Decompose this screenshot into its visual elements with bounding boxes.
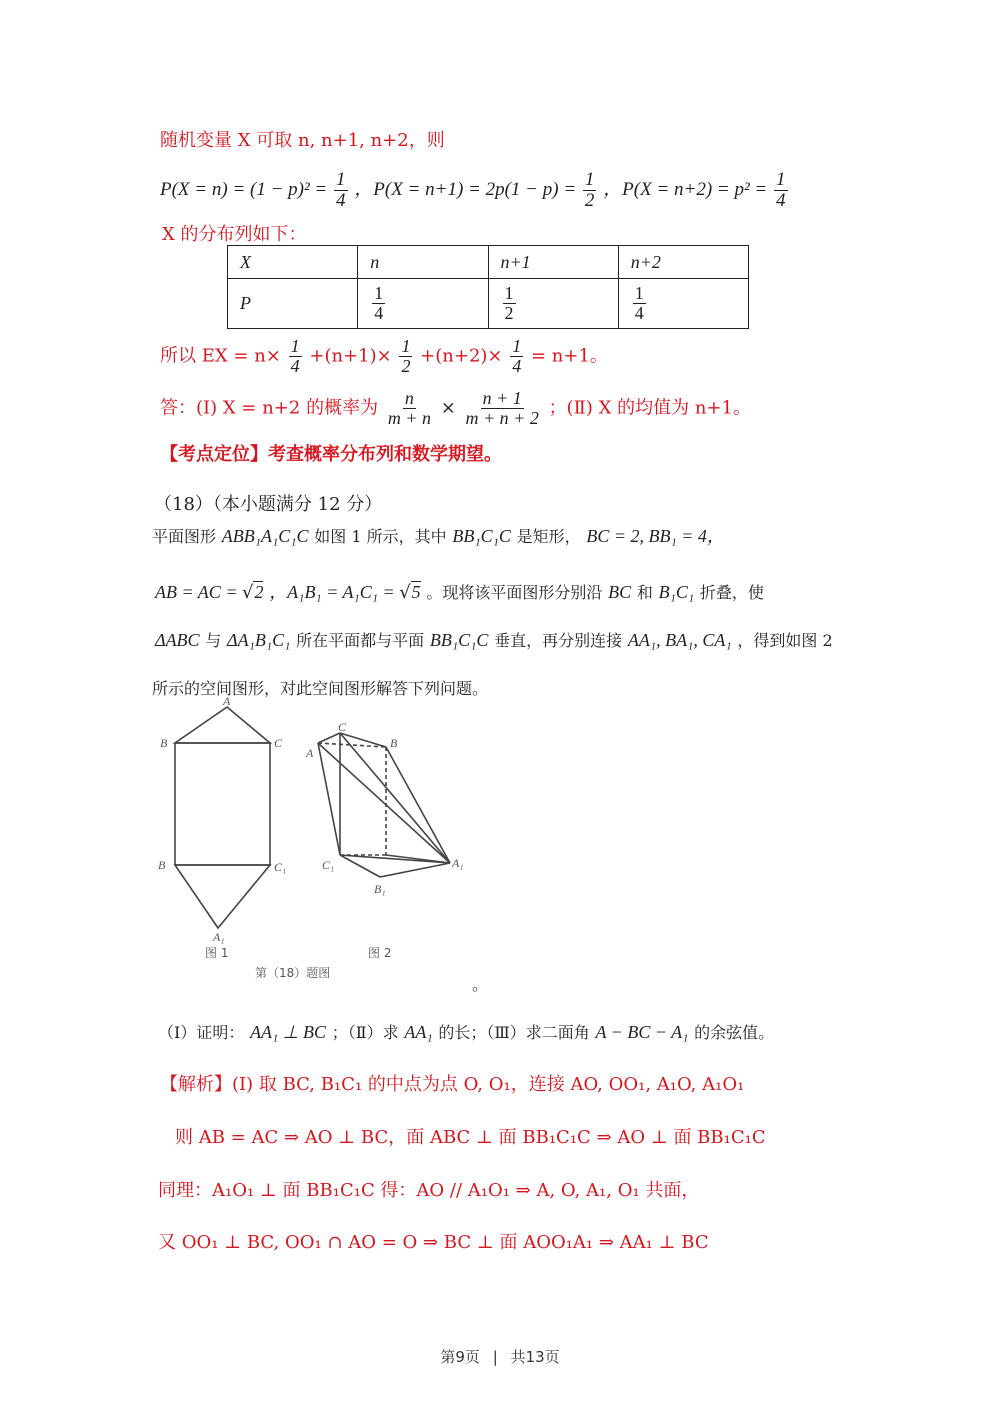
- fig2-label-c1: C₁: [322, 858, 335, 872]
- table-row: [228, 279, 749, 329]
- table-cell: P: [228, 279, 358, 329]
- table-cell: n+2: [618, 246, 748, 279]
- table-cell: n+1: [488, 246, 618, 279]
- fig2-label-a1: A₁: [452, 856, 464, 870]
- page-footer: [0, 1346, 1000, 1367]
- distribution-table: [227, 245, 749, 329]
- page-number: 第9页: [440, 1348, 480, 1366]
- analysis-line-3: 同理：A₁O₁ ⊥ 面 BB₁C₁C 得：AO // A₁O₁ ⇒ A, O, A₁, O₁ 共面，: [158, 1180, 700, 1201]
- fig1-label-c: C: [274, 736, 283, 750]
- fig2-label-b1: B₁: [374, 882, 386, 896]
- fig1-label-a1: A₁: [213, 930, 225, 944]
- fig1-triangle-top: [175, 707, 270, 743]
- q18-heading: （18）（本小题满分 12 分）: [154, 494, 383, 515]
- q18-paragraph-line-1: 平面图形 ABB₁A₁C₁C 如图 1 所示，其中 BB₁C₁C 是矩形， BC = 2, BB₁ = 4，: [152, 526, 725, 546]
- table-cell: $\frac{1}{4}$: [358, 279, 488, 329]
- fig1-caption: 图 1: [205, 946, 229, 960]
- analysis-line-2: 则 AB = AC ⇒ AO ⊥ BC，面 ABC ⊥ 面 BB₁C₁C ⇒ AO ⊥ 面 BB₁C₁C: [175, 1127, 766, 1148]
- fig1-label-c1: C₁: [274, 860, 287, 874]
- fig2-solid: [318, 733, 450, 877]
- fig1-rectangle: [175, 743, 270, 865]
- table-row: [228, 246, 749, 279]
- table-cell: n: [358, 246, 488, 279]
- footer-separator: |: [492, 1348, 498, 1366]
- table-cell: X: [228, 246, 358, 279]
- table-cell: $\frac{1}{4}$: [618, 279, 748, 329]
- q18-paragraph-line-3: ΔABC 与 ΔA₁B₁C₁ 所在平面都与平面 BB₁C₁C 垂直，再分别连接 AA₁, BA₁, CA₁ ，得到如图 2: [155, 630, 833, 650]
- page-total: 共13页: [510, 1348, 560, 1366]
- answer-line: 答：(Ⅰ) X = n+2 的概率为 $\frac{n}{m + n}$ × $\frac{n + 1}{m + n + 2}$ ；(Ⅱ) X 的均值为 n+1。: [160, 388, 751, 428]
- fig2-label-b: B: [390, 736, 398, 750]
- expectation-line: 所以 EX = n× $\frac{1}{4}$ +(n+1)× $\frac{1}{2}$ +(n+2)× $\frac{1}{4}$ = n+1。: [160, 336, 608, 376]
- q18-figure: [150, 695, 490, 990]
- q18-questions: （Ⅰ）证明： AA₁ ⊥ BC ；（Ⅱ）求 AA₁ 的长；（Ⅲ）求二面角 A − BC − A₁ 的余弦值。: [158, 1022, 775, 1042]
- q18-paragraph-line-2: AB = AC = √2 ，A₁B₁ = A₁C₁ = √5 。现将该平面图形分别沿 BC 和 B₁C₁ 折叠，使: [155, 582, 764, 603]
- analysis-line-1: 【解析】(Ⅰ) 取 BC, B₁C₁ 的中点为点 O, O₁，连接 AO, OO₁, A₁O, A₁O₁: [160, 1074, 745, 1095]
- analysis-line-4: 又 OO₁ ⊥ BC, OO₁ ∩ AO = O ⇒ BC ⊥ 面 AOO₁A₁ ⇒ AA₁ ⊥ BC: [158, 1232, 709, 1253]
- solution-line-1: 随机变量 X 可取 n, n+1, n+2，则: [160, 130, 445, 151]
- kaodian-line: 【考点定位】考查概率分布列和数学期望。: [160, 444, 502, 465]
- table-cell: $\frac{1}{2}$: [488, 279, 618, 329]
- fig1-label-b: B: [160, 736, 168, 750]
- fig1-triangle-bottom: [175, 865, 270, 928]
- figure-caption: 第（18）题图: [255, 966, 331, 980]
- fig2-label-c: C: [338, 720, 347, 734]
- q18-paragraph-line-4: 所示的空间图形，对此空间图形解答下列问题。: [152, 679, 489, 698]
- fig2-caption: 图 2: [368, 946, 392, 960]
- fig1-label-a: A: [223, 695, 231, 708]
- fig2-label-a: A: [306, 746, 314, 760]
- fig1-label-b1: B: [158, 858, 166, 872]
- figure-trailing-dot: 。: [472, 975, 489, 994]
- distribution-title: X 的分布列如下：: [162, 224, 307, 245]
- probability-line: P(X = n) = (1 − p)² = $\frac{1}{4}$ ，P(X = n+1) = 2p(1 − p) = $\frac{1}{2}$ ，P(X = n+2) = p² = $\frac{1}{4}$: [160, 169, 786, 211]
